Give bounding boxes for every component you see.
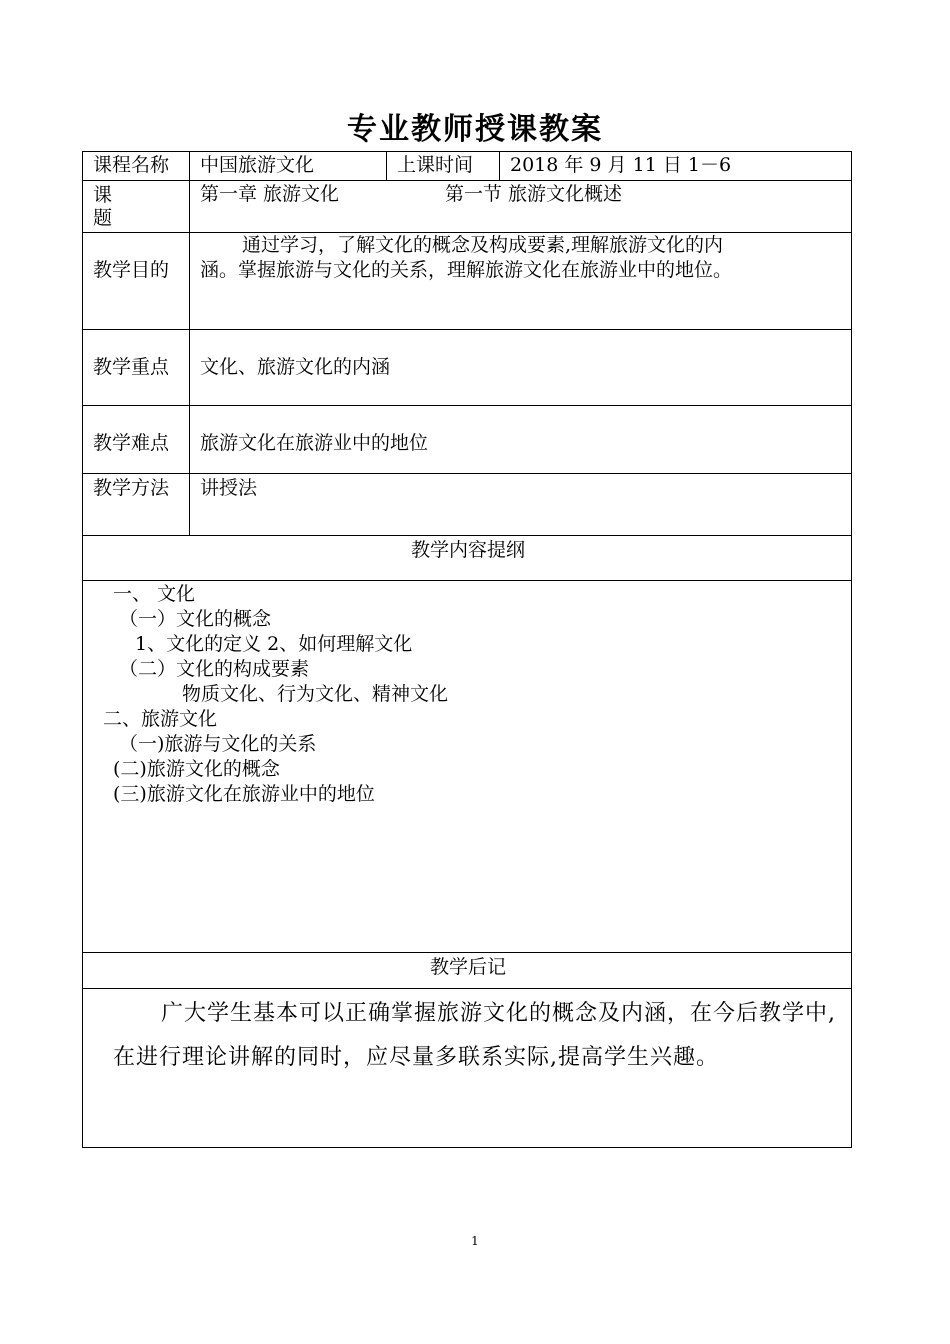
row-divider (83, 952, 851, 953)
topic-section: 第一节 旅游文化概述 (445, 183, 623, 205)
outline-line: （一)旅游与文化的关系 (119, 733, 317, 755)
outline-line: 二、旅游文化 (103, 708, 218, 730)
outline-line: (三)旅游文化在旅游业中的地位 (113, 783, 375, 805)
row-divider (83, 535, 851, 536)
key-point-label: 教学重点 (93, 356, 170, 378)
course-name-label: 课程名称 (93, 154, 170, 176)
column-divider (386, 152, 387, 180)
topic-chapter: 第一章 旅游文化 (200, 183, 340, 205)
column-divider (189, 152, 190, 535)
row-divider (83, 329, 851, 330)
column-divider (499, 152, 500, 180)
outline-header: 教学内容提纲 (410, 539, 525, 561)
topic-label-line2: 题 (93, 207, 113, 229)
row-divider (83, 580, 851, 581)
page-number: 1 (471, 1234, 479, 1248)
objective-label: 教学目的 (93, 259, 170, 281)
difficulty-value: 旅游文化在旅游业中的地位 (200, 432, 429, 454)
key-point-value: 文化、旅游文化的内涵 (200, 356, 391, 378)
objective-line1: 通过学习，了解文化的概念及构成要素,理解旅游文化的内 (242, 234, 724, 256)
row-divider (83, 405, 851, 406)
outline-line: (二)旅游文化的概念 (113, 758, 280, 780)
afterword-text (113, 992, 843, 1080)
row-divider (83, 473, 851, 474)
difficulty-label: 教学难点 (93, 432, 170, 454)
outline-line: 1、文化的定义 2、如何理解文化 (135, 633, 413, 655)
method-label: 教学方法 (93, 477, 170, 499)
page-title: 专业教师授课教案 (347, 112, 603, 147)
outline-line: 一、 文化 (113, 583, 196, 605)
afterword-header: 教学后记 (429, 956, 506, 978)
outline-line: （二）文化的构成要素 (119, 658, 310, 680)
course-name-value: 中国旅游文化 (200, 154, 315, 176)
objective-line2: 涵。掌握旅游与文化的关系，理解旅游文化在旅游业中的地位。 (200, 259, 733, 281)
method-value: 讲授法 (200, 477, 258, 499)
row-divider (83, 180, 851, 181)
outline-line: （一）文化的概念 (119, 608, 272, 630)
outline-line: 物质文化、行为文化、精神文化 (182, 683, 449, 705)
afterword-content: 广大学生基本可以正确掌握旅游文化的概念及内涵，在今后教学中,在进行理论讲解的同时，应尽量多联系实际,提高学生兴趣。 (113, 1001, 836, 1070)
lesson-plan-table (82, 151, 852, 1148)
class-time-value: 2018 年 9 月 11 日 1－6 (510, 154, 732, 176)
topic-label-line1: 课 (93, 184, 113, 206)
row-divider (83, 988, 851, 989)
class-time-label: 上课时间 (397, 154, 474, 176)
